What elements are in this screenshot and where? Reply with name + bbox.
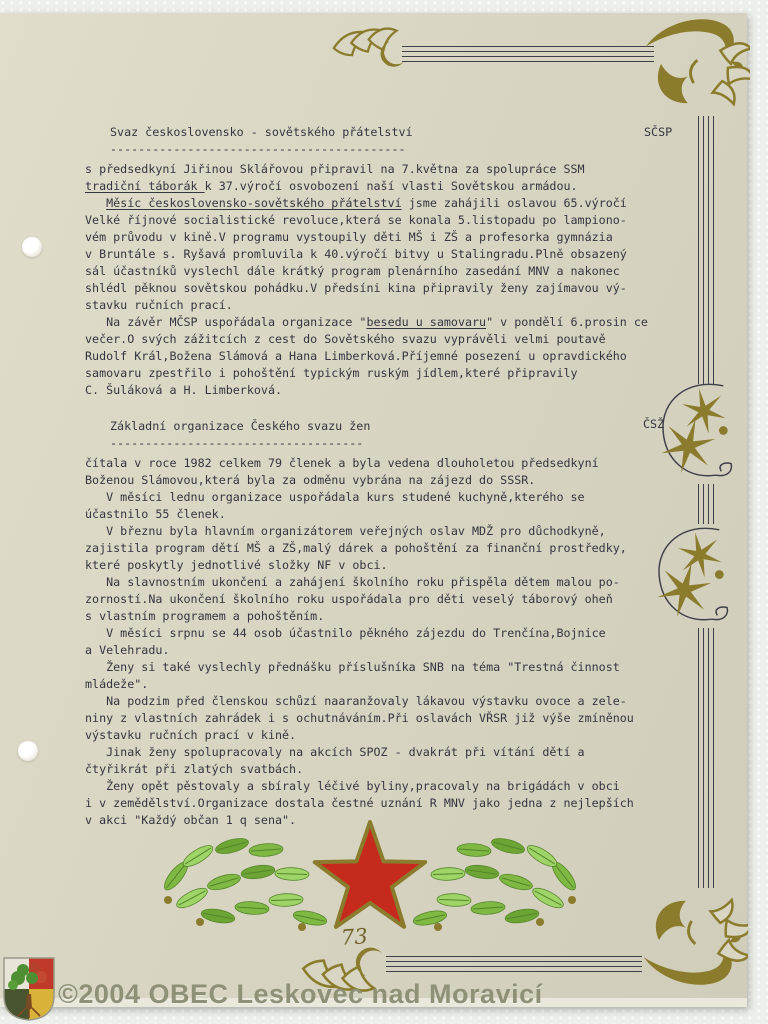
star-medallion-top-icon <box>652 380 747 482</box>
text-line: vém průvodu v kině.V programu vystoupily děti MŠ i ZŠ a profesorka gymnázia <box>85 230 613 244</box>
side-label-csz: ČSŽ <box>643 417 665 431</box>
coat-of-arms-icon <box>2 956 56 1022</box>
section-scsp <box>85 124 660 399</box>
border-line-right-upper <box>698 116 714 384</box>
section-title: Základní organizace Českého svazu žen <box>110 419 371 433</box>
text-line: účastnilo 55 členek. <box>85 507 226 521</box>
text-line: mládeže". <box>85 677 149 691</box>
section-csz <box>85 418 660 829</box>
laurel-branch-left-icon <box>161 836 328 931</box>
text-line: Měsíc československo-sovětského přátelství jsme zahájili oslavou 65.výročí <box>106 196 627 210</box>
text-line: čtyřikrát při zlatých svatbách. <box>85 762 304 776</box>
section-title-underline: ------------------------------------ <box>110 436 364 450</box>
text-line: Na slavnostním ukončení a zahájení školního roku přispěla dětem malou po- <box>85 575 620 589</box>
section-body <box>85 161 660 399</box>
text-line: i v zemědělství.Organizace dostala čestné uznání R MNV jako jedna z nejlepších <box>85 796 634 810</box>
leaf-ornament-top-icon <box>328 22 412 70</box>
hole-punch-top <box>22 237 42 257</box>
text-line: zajistila program dětí MŠ a ZŠ,malý dárek a pohoštění za finanční prostředky, <box>85 541 627 555</box>
text-line: shlédl pěknou sovětskou pohádku.V předsíni kina připravily ženy zajímavou vý- <box>85 281 627 295</box>
text-line: s předsedkyní Jiřinou Sklářovou připravil na 7.května za spolupráce SSM <box>85 162 585 176</box>
section-title: Svaz československo - sovětského přátelství <box>110 125 413 139</box>
text-line: Ženy si také vyslechly přednášku příslušníka SNB na téma "Trestná činnost <box>85 660 620 674</box>
text-line: samovaru zpestřilo i pohoštění typickým ruským jídlem,které připravily <box>85 366 578 380</box>
text-line: Na podzim před členskou schůzí naaranžovaly lákavou výstavku ovoce a zele- <box>85 694 627 708</box>
laurel-branch-right-icon <box>412 836 579 931</box>
text-line: V měsíci srpnu se 44 osob účastnilo pěkného zájezdu do Trenčína,Bojnice <box>85 626 606 640</box>
text-line: Boženou Slámovou,která byla za odměnu vybrána na zájezd do SSSR. <box>85 473 536 487</box>
hole-punch-bottom <box>18 741 38 761</box>
text-line: niny z vlastních zahrádek i s ochutnáváním.Při oslavách VŘSR již výše zmíněnou <box>85 711 634 725</box>
text-line: V březnu byla hlavním organizátorem veřejných oslav MDŽ pro důchodkyně, <box>85 524 606 538</box>
section-body <box>85 455 660 829</box>
text-line: s vlastním programem a pohoštěním. <box>85 609 325 623</box>
text-line: zorností.Na ukončení školního roku uspořádala pro děti veselý táborový oheň <box>85 592 613 606</box>
text-line: které poskytly jednotlivé složky NF v obci. <box>85 558 388 572</box>
text-line: výstavku ručních prací v kině. <box>85 728 297 742</box>
corner-ornament-bottom-icon <box>638 888 748 996</box>
text-line: Na závěr MČSP uspořádala organizace "besedu u samovaru" v pondělí 6.prosin ce <box>85 315 648 329</box>
watermark-text: ©2004 OBEC Leskovec nad Moravicí <box>58 979 543 1009</box>
text-line: čítala v roce 1982 celkem 79 členek a byla vedena dlouholetou předsedkyní <box>85 456 599 470</box>
text-line: V měsíci lednu organizace uspořádala kurs studené kuchyně,kterého se <box>85 490 585 504</box>
corner-ornament-top-icon <box>640 8 750 116</box>
section-title-underline: ------------------------------------------ <box>110 142 406 156</box>
text-line: stavku ručních prací. <box>85 298 233 312</box>
border-line-right-middle <box>698 484 714 524</box>
text-line: Jinak ženy spolupracovaly na akcích SPOZ - dvakrát při vítání dětí a <box>85 745 585 759</box>
text-line: v Bruntále s. Ryšavá promluvila k 40.výročí bitvy u Stalingradu.Plně obsazený <box>85 247 627 261</box>
text-line: tradiční táborák k 37.výročí osvobození naší vlasti Sovětskou armádou. <box>85 179 578 193</box>
border-line-bottom <box>386 956 642 972</box>
text-line: Rudolf Král,Božena Slámová a Hana Limberková.Příjemné posezení u opravdického <box>85 349 627 363</box>
side-label-scsp: SČSP <box>644 125 673 139</box>
text-line: večer.O svých zážitcích z cest do Sovětského svazu vyprávěli velmi poutavě <box>85 332 606 346</box>
red-star-icon <box>315 822 425 927</box>
text-line: a Velehradu. <box>85 643 170 657</box>
text-line: C. Šuláková a H. Limberková. <box>85 383 283 397</box>
text-line: sál účastníků vyslechl dále krátký program plenárního zasedání MNV a nakonec <box>85 264 620 278</box>
text-line: Ženy opět pěstovaly a sbíraly léčivé byliny,pracovaly na brigádách v obci <box>85 779 620 793</box>
star-laurel-decoration <box>150 816 590 948</box>
border-line-right-lower <box>698 628 714 888</box>
text-line: Velké říjnové socialistické revoluce,která se konala 5.listopadu po lampiono- <box>85 213 627 227</box>
page-number: 73 <box>340 924 369 950</box>
star-medallion-bottom-icon <box>648 524 743 626</box>
text-line: v akci "Každý občan 1 q sena". <box>85 813 297 827</box>
border-line-top <box>402 46 654 62</box>
